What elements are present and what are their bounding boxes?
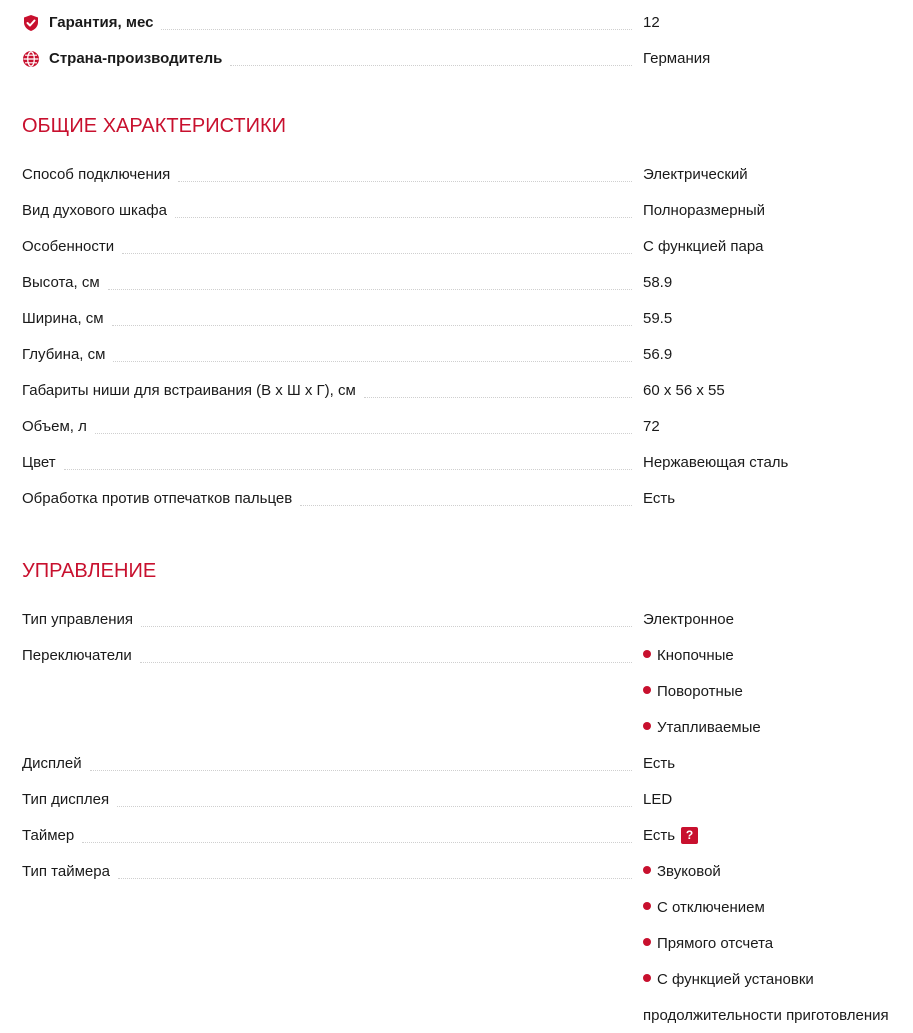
spec-row-display-type: [22, 780, 913, 816]
list-item: С отключением: [643, 899, 765, 917]
spec-label: Гарантия, мес: [49, 14, 154, 31]
spec-label: Дисплей: [22, 755, 90, 773]
spec-row: [22, 227, 913, 263]
spec-value: 72: [643, 418, 660, 435]
spec-label: Особенности: [22, 238, 122, 256]
spec-label-container: [22, 50, 632, 68]
leader-dots: [117, 805, 632, 807]
spec-row-timer-type: [22, 852, 913, 888]
spec-label: Тип таймера: [22, 863, 118, 881]
list-item: Прямого отсчета: [643, 935, 773, 953]
spec-label: Ширина, см: [22, 310, 112, 328]
spec-row-country: [22, 39, 913, 75]
leader-dots: [118, 877, 632, 879]
globe-icon: [22, 50, 40, 68]
spec-label: Переключатели: [22, 647, 140, 665]
leader-dots: [300, 504, 632, 506]
leader-dots: [112, 324, 632, 326]
leader-dots: [141, 625, 632, 627]
spec-row-continuation: [22, 672, 913, 708]
leader-dots: [140, 661, 632, 663]
list-item: Поворотные: [643, 683, 743, 701]
spec-value: С функцией пара: [643, 238, 764, 255]
leader-dots: [82, 841, 632, 843]
spec-row: [22, 191, 913, 227]
spec-row-continuation: [22, 708, 913, 744]
spec-row-continuation: [22, 888, 913, 924]
shield-check-icon: [22, 14, 40, 32]
spec-value: 59.5: [643, 310, 673, 327]
spec-label: Объем, л: [22, 418, 95, 436]
spec-label: Способ подключения: [22, 166, 178, 184]
leader-dots: [175, 216, 632, 218]
leader-dots: [161, 28, 632, 30]
spec-value: Электронное: [643, 611, 734, 628]
leader-dots: [90, 769, 632, 771]
spec-row-warranty: [22, 3, 913, 39]
spec-row: [22, 443, 913, 479]
spec-value: Нержавеющая сталь: [643, 454, 789, 471]
spec-label: Цвет: [22, 454, 64, 472]
leader-dots: [230, 64, 632, 66]
spec-label: Глубина, см: [22, 346, 113, 364]
bullet-icon: [643, 866, 651, 874]
bullet-icon: [643, 650, 651, 658]
spec-row: [22, 299, 913, 335]
spec-value: Есть: [643, 490, 676, 507]
spec-value: Есть: [643, 755, 676, 772]
leader-dots: [108, 288, 632, 290]
bullet-icon: [643, 902, 651, 910]
spec-label: Страна-производитель: [49, 50, 223, 67]
spec-row: [22, 407, 913, 443]
spec-label: Обработка против отпечатков пальцев: [22, 490, 300, 508]
list-item: Звуковой: [643, 863, 721, 881]
spec-label-wrap: [22, 50, 230, 68]
spec-label: Высота, см: [22, 274, 108, 292]
spec-value-wrap: [643, 827, 698, 845]
spec-row-continuation: [22, 924, 913, 960]
section-title-general: ОБЩИЕ ХАРАКТЕРИСТИКИ: [22, 115, 287, 137]
spec-row-control-type: [22, 600, 913, 636]
spec-row: [22, 479, 913, 515]
leader-dots: [64, 468, 632, 470]
spec-value: LED: [643, 791, 673, 808]
leader-dots: [95, 432, 632, 434]
spec-value: Полноразмерный: [643, 202, 766, 219]
spec-row-continuation: [22, 960, 913, 996]
spec-row: [22, 155, 913, 191]
spec-value: Электрический: [643, 166, 748, 183]
spec-label-wrap: [22, 14, 161, 32]
spec-label: Тип управления: [22, 611, 141, 629]
spec-row-display: [22, 744, 913, 780]
spec-label: Габариты ниши для встраивания (В х Ш х Г), см: [22, 382, 364, 400]
spec-label-container: [22, 14, 632, 32]
list-item: Кнопочные: [643, 647, 734, 665]
help-icon[interactable]: ?: [681, 827, 698, 844]
bullet-icon: [643, 686, 651, 694]
bullet-icon: [643, 974, 651, 982]
spec-value: 12: [643, 14, 660, 31]
spec-value: 60 х 56 х 55: [643, 382, 725, 399]
leader-dots: [178, 180, 632, 182]
section-title-control: УПРАВЛЕНИЕ: [22, 560, 157, 582]
spec-row: [22, 371, 913, 407]
spec-row: [22, 263, 913, 299]
specifications-panel: [22, 0, 913, 1032]
bullet-icon: [643, 722, 651, 730]
spec-row-timer: [22, 816, 913, 852]
leader-dots: [122, 252, 632, 254]
list-item-continuation: продолжительности приготовления: [643, 1007, 889, 1024]
spec-row: [22, 335, 913, 371]
spec-value: Германия: [643, 50, 711, 67]
spec-row-continuation: [22, 996, 913, 1032]
spec-value: Есть: [643, 827, 676, 844]
bullet-icon: [643, 938, 651, 946]
spec-value: 58.9: [643, 274, 673, 291]
leader-dots: [113, 360, 632, 362]
list-item: С функцией установки: [643, 971, 814, 989]
spec-label: Тип дисплея: [22, 791, 117, 809]
spec-label: Таймер: [22, 827, 82, 845]
spec-value: 56.9: [643, 346, 673, 363]
spec-row-switches: [22, 636, 913, 672]
spec-label: Вид духового шкафа: [22, 202, 175, 220]
leader-dots: [364, 396, 632, 398]
list-item: Утапливаемые: [643, 719, 761, 737]
